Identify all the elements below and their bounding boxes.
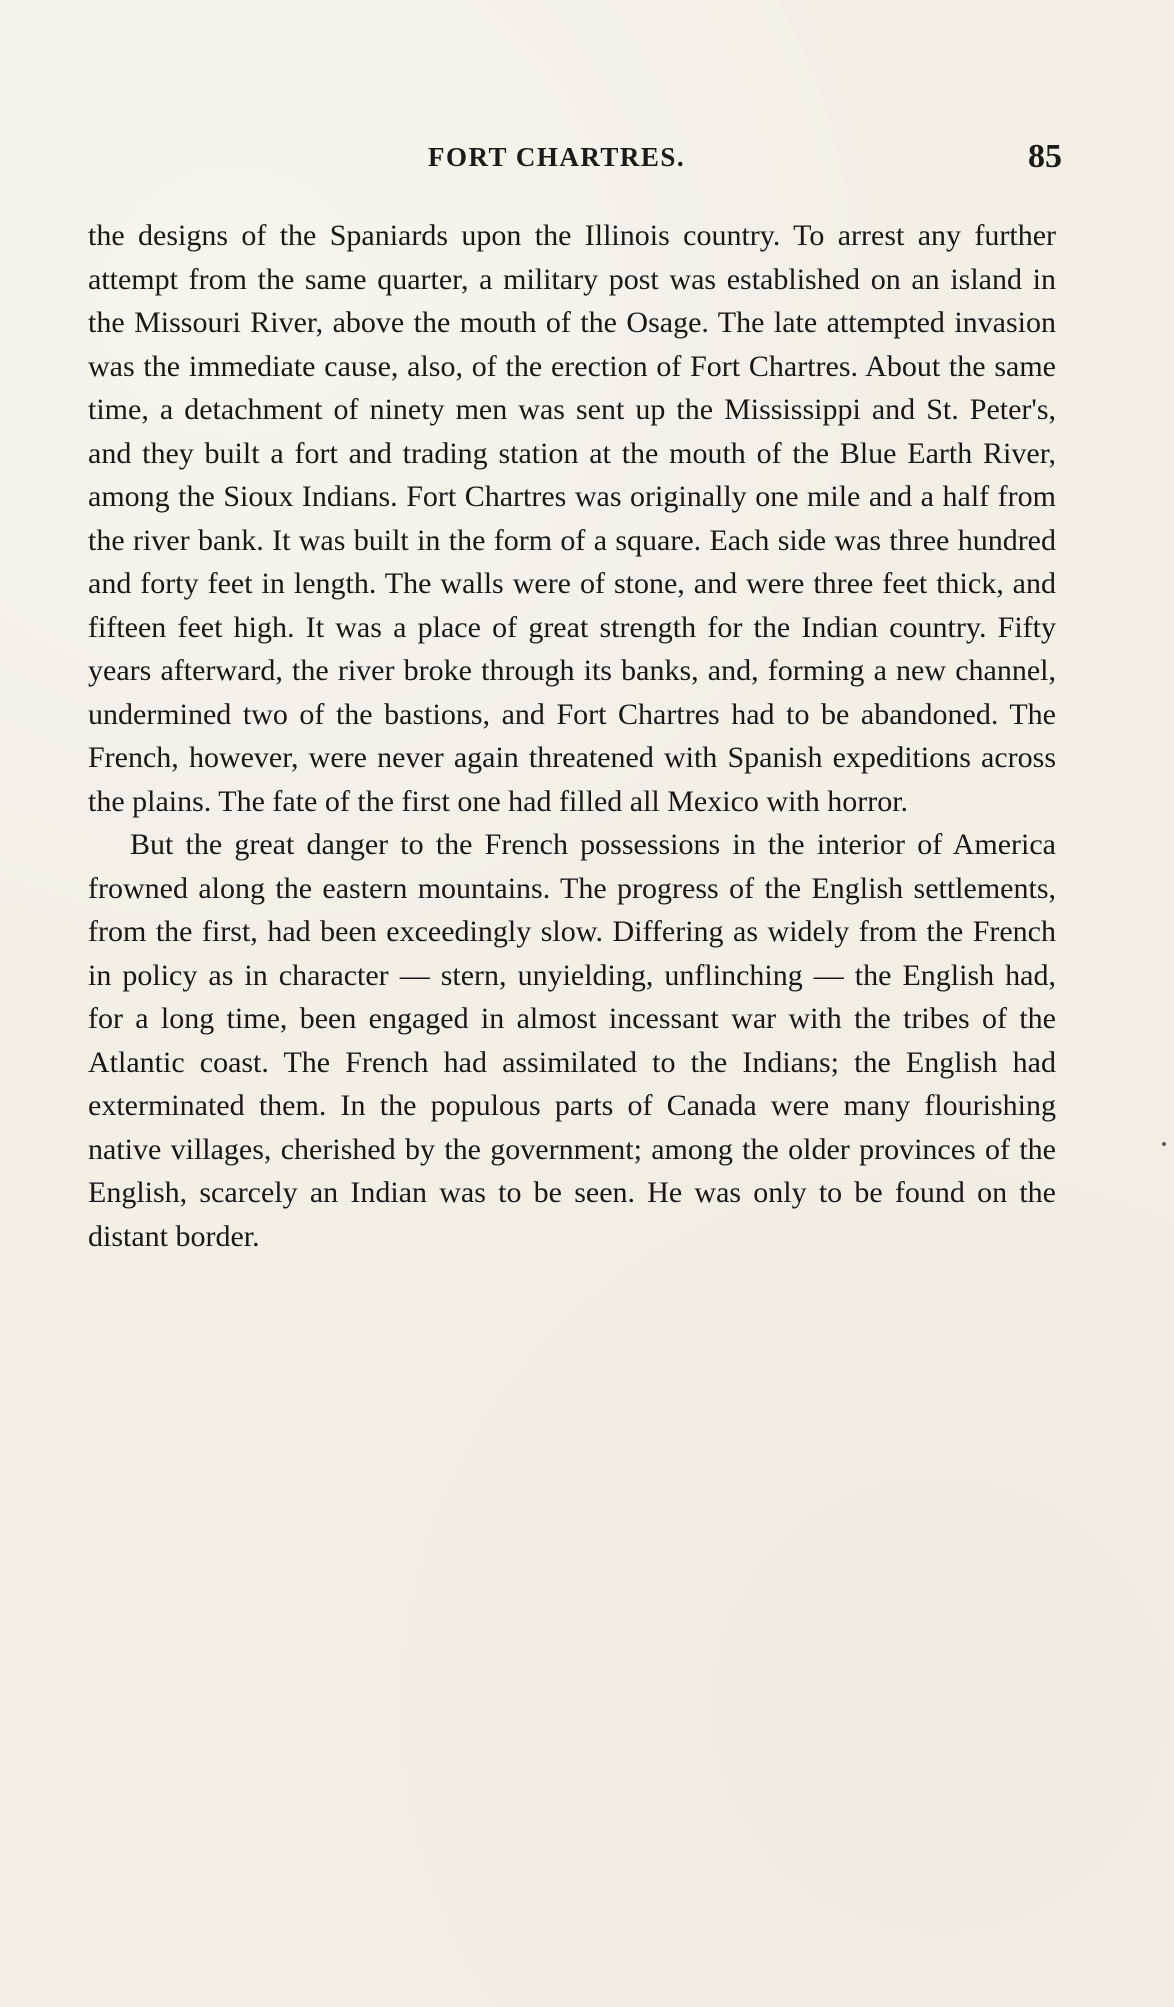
- paragraph: But the great danger to the French possessions in the interior of America frowned along the eastern mountains. The progress of the English settlements, from the first, had been exceedingly slow. Differing as widely from the French in policy as in character — stern, unyielding, unflinching — the English had, for a long time, been engaged in almost incessant war with the tribes of the Atlantic coast. The French had assimilated to the Indians; the English had exterminated them. In the populous parts of Canada were many flourishing native villages, cherished by the government; among the older provinces of the English, scarcely an Indian was to be seen. He was only to be found on the distant border.: [88, 828, 1056, 1253]
- page-number: 85: [1028, 138, 1062, 175]
- main-text: [88, 214, 1056, 1258]
- page-speck: [1162, 1142, 1166, 1146]
- paragraph: the designs of the Spaniards upon the Illinois country. To arrest any further attempt from the same quarter, a military post was established on an island in the Missouri River, above the mouth of the Osage. The late attempted invasion was the immediate cause, also, of the erection of Fort Chartres. About the same time, a detachment of ninety men was sent up the Mississippi and St. Peter's, and they built a fort and trading station at the mouth of the Blue Earth River, among the Sioux Indians. Fort Chartres was originally one mile and a half from the river bank. It was built in the form of a square. Each side was three hundred and forty feet in length. The walls were of stone, and were three feet thick, and fifteen feet high. It was a place of great strength for the Indian country. Fifty years afterward, the river broke through its banks, and, forming a new channel, undermined two of the bastions, and Fort Chartres had to be abandoned. The French, however, were never again threatened with Spanish expeditions across the plains. The fate of the first one had filled all Mexico with horror.: [88, 219, 1056, 818]
- page-header: [108, 138, 1062, 178]
- running-head: FORT CHARTRES.: [428, 142, 686, 172]
